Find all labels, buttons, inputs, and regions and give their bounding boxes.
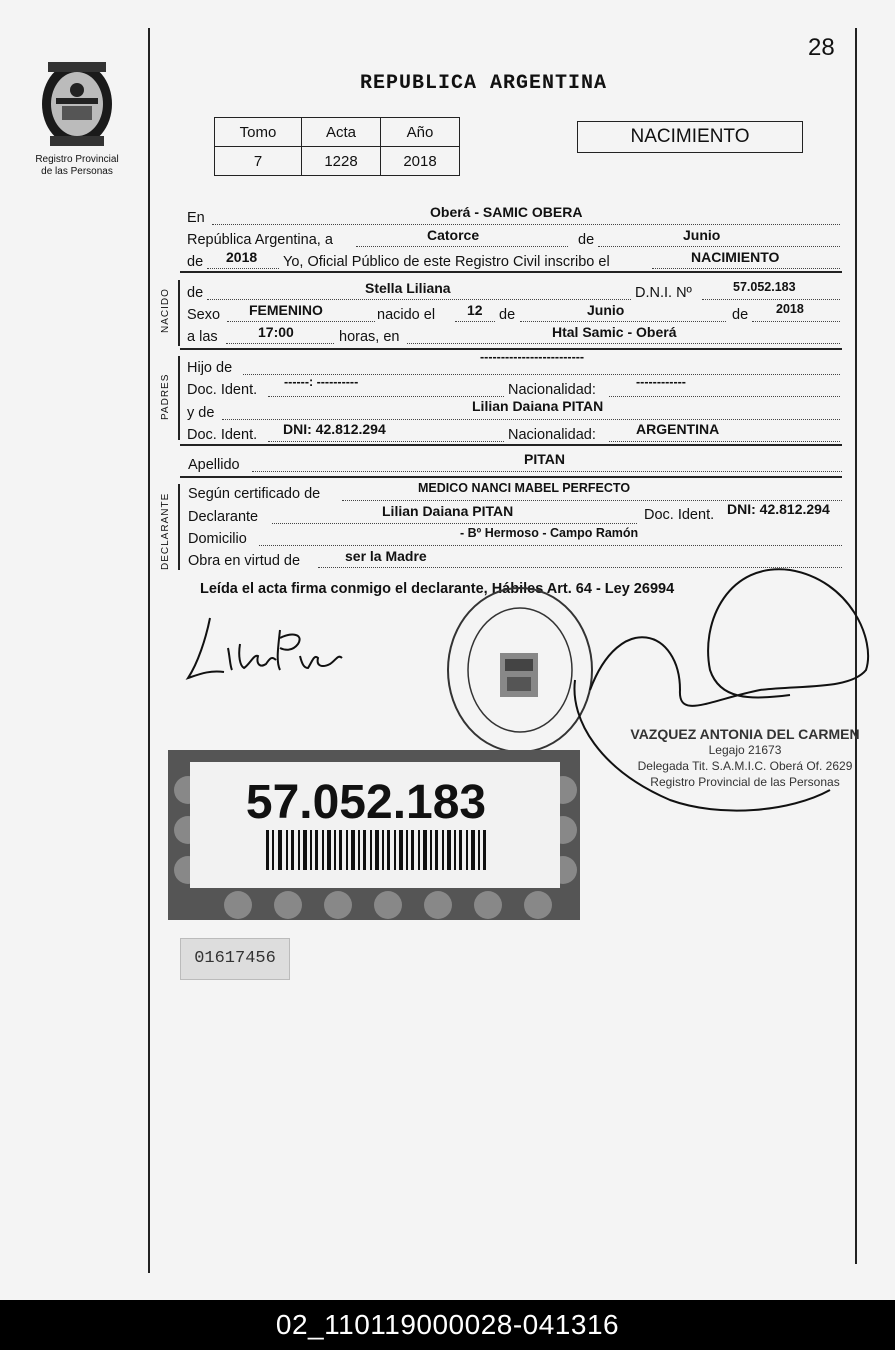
en-value: Oberá - SAMIC OBERA [430, 204, 583, 220]
anio-header: Año [381, 118, 460, 147]
y-de-label: y de [187, 405, 215, 421]
dni-line [702, 299, 840, 300]
anio-value: 2018 [381, 147, 460, 176]
birth-place-value: Htal Samic - Oberá [552, 324, 677, 340]
month-value: Junio [683, 227, 721, 243]
a-las-label: a las [187, 329, 218, 345]
tomo-value: 7 [215, 147, 302, 176]
republica-line [356, 246, 568, 247]
dni-value: 57.052.183 [733, 280, 796, 294]
birth-time-value: 17:00 [258, 324, 294, 340]
footer-document-id: 02_110119000028-041316 [0, 1300, 895, 1350]
nacido-bracket [178, 280, 180, 346]
nac1-value: ------------ [636, 375, 686, 389]
nac2-line [609, 441, 840, 442]
officer-legajo: Legajo 21673 [708, 743, 782, 757]
nac1-line [609, 396, 840, 397]
apellido-line [252, 471, 842, 472]
nac2-value: ARGENTINA [636, 421, 720, 437]
left-margin-line [148, 28, 150, 1273]
declarante-bracket [178, 484, 180, 570]
decl-doc-label: Doc. Ident. [644, 507, 715, 523]
reference-value-row [215, 147, 460, 176]
doc2-line [268, 441, 504, 442]
act-type-box: NACIMIENTO [577, 121, 803, 153]
padres-bracket [178, 356, 180, 440]
de-label: de [578, 232, 595, 248]
inscribo-line [652, 268, 840, 269]
nacionalidad-1-label: Nacionalidad: [508, 382, 596, 398]
nacido-section-label: NACIDO [160, 288, 171, 333]
declarant-signature [180, 608, 350, 688]
page-number: 28 [808, 34, 835, 61]
year-line [207, 268, 279, 269]
nacionalidad-2-label: Nacionalidad: [508, 427, 596, 443]
doc1-value: ------: ---------- [284, 375, 359, 389]
logo-caption: Registro Provincial de las Personas [35, 154, 119, 177]
birth-year-value: 2018 [776, 302, 804, 316]
birth-day-value: 12 [467, 302, 483, 318]
segun-cert-label: Según certificado de [188, 486, 321, 502]
reference-header-row [215, 118, 460, 147]
birth-month-value: Junio [587, 302, 625, 318]
domicilio-label: Domicilio [188, 531, 247, 547]
nacido-el-label: nacido el [377, 307, 436, 323]
acta-value: 1228 [302, 147, 381, 176]
inscribo-value: NACIMIENTO [691, 249, 780, 265]
birth-year-line [752, 321, 840, 322]
hijo-de-label: Hijo de [187, 360, 233, 376]
child-name-value: Stella Liliana [365, 280, 451, 296]
birth-month-line [520, 321, 726, 322]
en-label: En [187, 210, 205, 226]
serial-number-label: 01617456 [180, 938, 290, 980]
legal-statement: Leída el acta firma conmigo el declarante, Hábiles Art. 64 - Ley 26994 [200, 581, 675, 597]
doc-ident-2-label: Doc. Ident. [187, 427, 258, 443]
document-title: REPUBLICA ARGENTINA [360, 72, 608, 95]
day-line [455, 321, 495, 322]
name-line [207, 299, 631, 300]
domicilio-line [259, 545, 842, 546]
doc-ident-1-label: Doc. Ident. [187, 382, 258, 398]
tomo-header: Tomo [215, 118, 302, 147]
officer-delegada: Delegada Tit. S.A.M.I.C. Oberá Of. 2629 [637, 759, 853, 773]
en-line [212, 224, 840, 225]
coat-of-arms-logo [38, 58, 116, 150]
de-month-label: de [499, 307, 516, 323]
sexo-value: FEMENINO [249, 302, 323, 318]
apellido-value: PITAN [524, 451, 565, 467]
padres-section-label: PADRES [160, 373, 171, 420]
officer-registro: Registro Provincial de las Personas [650, 775, 840, 789]
domicilio-value: - Bº Hermoso - Campo Ramón [460, 526, 639, 540]
sexo-label: Sexo [187, 307, 221, 323]
officer-stamp-block [630, 726, 860, 790]
republica-label: República Argentina, a [187, 232, 333, 248]
acta-header: Acta [302, 118, 381, 147]
apellido-label: Apellido [188, 457, 240, 473]
sexo-line [227, 321, 375, 322]
de-year2-label: de [732, 307, 749, 323]
reference-table [214, 117, 460, 176]
separator-1 [180, 271, 842, 273]
year-value: 2018 [226, 249, 258, 265]
declarante-line [272, 523, 637, 524]
doc2-value: DNI: 42.812.294 [283, 421, 386, 437]
father-value: ------------------------- [480, 350, 585, 364]
id-number-sticker [168, 750, 580, 920]
officer-statement: Yo, Oficial Público de este Registro Civil inscribo el [283, 254, 610, 270]
place-line [407, 343, 840, 344]
month-line [598, 246, 840, 247]
mother-line [222, 419, 840, 420]
mother-value: Lilian Daiana PITAN [472, 398, 604, 414]
time-line [226, 343, 334, 344]
doc1-line [268, 396, 504, 397]
cert-value: MEDICO NANCI MABEL PERFECTO [418, 481, 631, 495]
nacido-de-label: de [187, 285, 204, 301]
declarante-label: Declarante [188, 509, 259, 525]
horas-label: horas, en [339, 329, 400, 345]
declarante-section-label: DECLARANTE [160, 492, 171, 570]
declarante-value: Lilian Daiana PITAN [382, 503, 514, 519]
decl-doc-value: DNI: 42.812.294 [727, 501, 830, 517]
obra-value: ser la Madre [345, 548, 427, 564]
dni-label: D.N.I. Nº [635, 285, 692, 301]
separator-3 [180, 444, 842, 446]
day-words-value: Catorce [427, 227, 480, 243]
obra-label: Obra en virtud de [188, 553, 301, 569]
officer-name: VAZQUEZ ANTONIA DEL CARMEN [630, 726, 860, 742]
separator-4 [180, 476, 842, 478]
id-number-text: 57.052.183 [245, 776, 487, 829]
de-year-label: de [187, 254, 204, 270]
